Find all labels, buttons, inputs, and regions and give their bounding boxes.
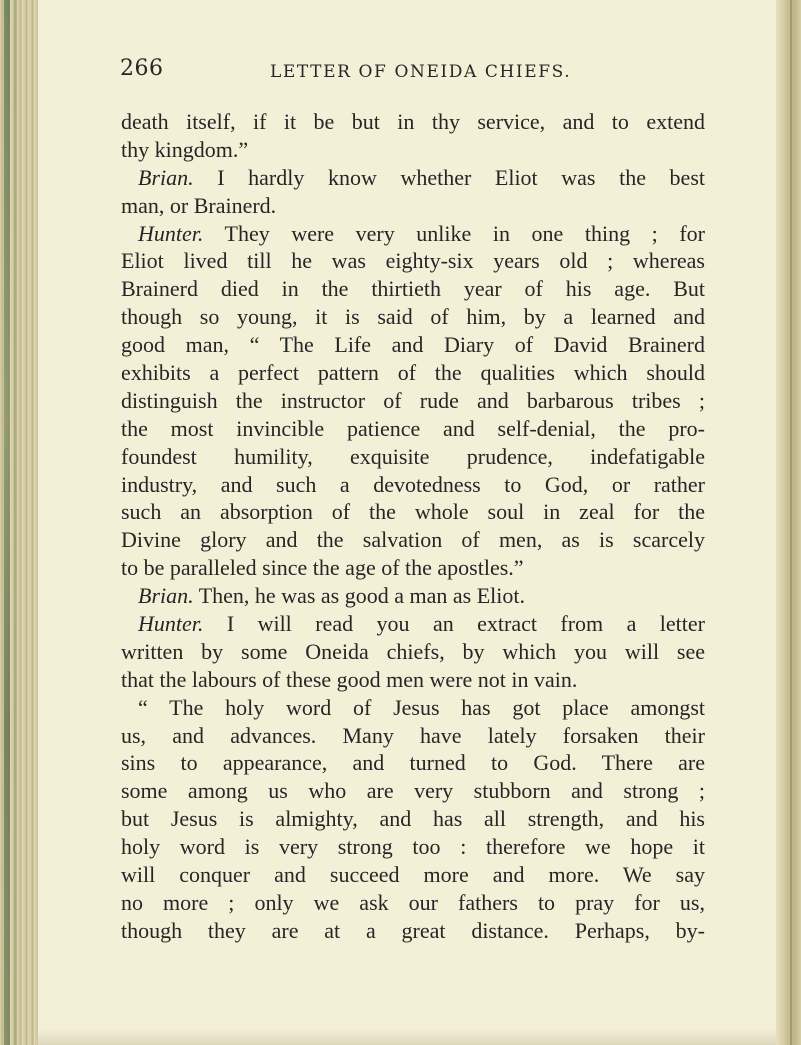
line-text: no more ; only we ask our fathers to pray for us, [121, 889, 705, 915]
line-text: I hardly know whether Eliot was the best [193, 164, 705, 190]
text-line [121, 387, 705, 415]
line-text: holy word is very strong too : therefore we hope it [121, 834, 705, 860]
text-line [121, 192, 705, 220]
line-text: man, or Brainerd. [121, 192, 277, 218]
line-text: Divine glory and the salvation of men, as is scarcely [121, 527, 705, 553]
text-line [121, 749, 705, 777]
line-text: some among us who are very stubborn and strong ; [121, 778, 705, 804]
line-text: sins to appearance, and turned to God. There are [121, 750, 705, 776]
line-text: but Jesus is almighty, and has all strength, and his [121, 806, 705, 832]
text-line [121, 443, 705, 471]
line-text: though they are at a great distance. Perhaps, by- [121, 917, 705, 943]
line-text: “ The holy word of Jesus has got place amongst [138, 694, 705, 720]
page-header [120, 56, 680, 90]
speaker-name: Hunter. [138, 611, 204, 637]
text-line [121, 889, 705, 917]
text-line [121, 275, 705, 303]
line-text: I will read you an extract from a letter [203, 611, 705, 637]
line-text: Brainerd died in the thirtieth year of his age. But [121, 276, 705, 302]
line-text: such an absorption of the whole soul in zeal for the [121, 499, 705, 525]
speaker-name: Brian. [138, 164, 194, 190]
line-text: Eliot lived till he was eighty-six years old ; whereas [121, 248, 705, 274]
text-line [121, 331, 705, 359]
text-line [121, 554, 705, 582]
text-line [121, 833, 705, 861]
binding-edge [4, 0, 10, 1045]
text-line [121, 526, 705, 554]
page-bottom-shadow [38, 1028, 776, 1045]
text-line [121, 666, 705, 694]
speaker-name: Brian. [138, 583, 194, 609]
text-line [121, 805, 705, 833]
text-line [121, 359, 705, 387]
binding-stripe [14, 0, 17, 1045]
text-line [121, 610, 705, 638]
text-line [121, 917, 705, 945]
text-line [121, 303, 705, 331]
text-line [121, 498, 705, 526]
line-text: Then, he was as good a man as Eliot. [193, 583, 525, 609]
text-line [121, 777, 705, 805]
line-text: industry, and such a devotedness to God, or rather [121, 471, 705, 497]
text-line [121, 415, 705, 443]
text-line [121, 638, 705, 666]
page-edge-line [790, 0, 792, 1045]
line-text: They were very unlike in one thing ; for [203, 220, 705, 246]
book-page [38, 0, 776, 1045]
speaker-name: Hunter. [138, 220, 204, 246]
page-edge-right [776, 0, 801, 1045]
line-text: exhibits a perfect pattern of the qualities which should [121, 360, 705, 386]
line-text: though so young, it is said of him, by a learned and [121, 304, 705, 330]
line-text: written by some Oneida chiefs, by which you will see [121, 638, 705, 664]
line-text: us, and advances. Many have lately forsaken their [121, 722, 705, 748]
text-line [121, 694, 705, 722]
line-text: thy kingdom.” [121, 136, 249, 162]
book-gutter [0, 0, 38, 1045]
page-body-text [121, 108, 705, 945]
line-text: the most invincible patience and self-denial, the pro- [121, 415, 705, 441]
line-text: death itself, if it be but in thy service, and to extend [121, 109, 705, 134]
text-line [121, 861, 705, 889]
text-line [121, 136, 705, 164]
page-number: 266 [120, 56, 164, 81]
text-line [121, 582, 705, 610]
line-text: foundest humility, exquisite prudence, indefatigable [121, 443, 705, 469]
line-text: good man, “ The Life and Diary of David Brainerd [121, 332, 705, 358]
line-text: distinguish the instructor of rude and barbarous tribes ; [121, 387, 705, 413]
line-text: that the labours of these good men were not in vain. [121, 666, 578, 692]
text-line [121, 108, 705, 136]
text-line [121, 247, 705, 275]
text-line [121, 164, 705, 192]
line-text: will conquer and succeed more and more. We say [121, 862, 705, 888]
line-text: to be paralleled since the age of the apostles.” [121, 555, 524, 581]
text-line [121, 471, 705, 499]
text-line [121, 220, 705, 248]
running-head: LETTER OF ONEIDA CHIEFS. [270, 62, 572, 82]
text-line [121, 722, 705, 750]
